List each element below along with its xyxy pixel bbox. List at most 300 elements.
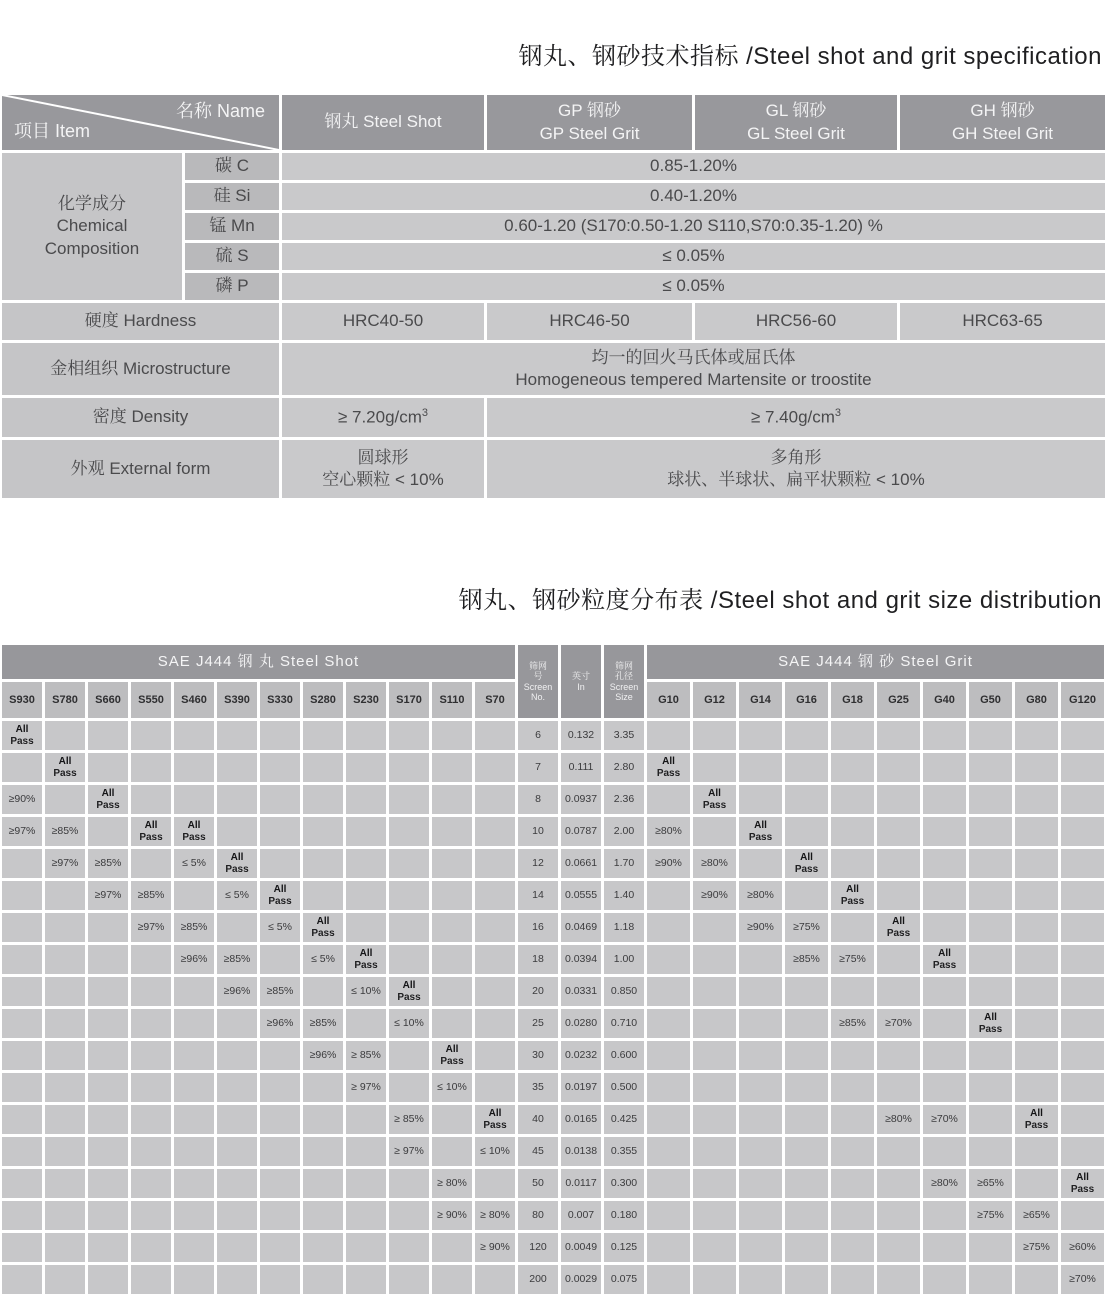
grit-cell-g16-screen6: [785, 721, 828, 750]
shot-cell-s280-screen7: [303, 753, 343, 782]
shot-cell-s660-screen30: [88, 1041, 128, 1070]
shot-cell-s330-screen120: [260, 1233, 300, 1262]
shot-cell-s780-screen12: ≥97%: [45, 849, 85, 878]
shot-cell-s230-screen12: [346, 849, 386, 878]
shot-cell-s780-screen200: [45, 1265, 85, 1294]
grit-cell-g80-screen120: ≥75%: [1015, 1233, 1058, 1262]
screen-size-cell-16: 1.18: [604, 913, 644, 942]
hardness-gl: HRC56-60: [695, 303, 897, 340]
microstructure-en: Homogeneous tempered Martensite or troostite: [515, 370, 872, 389]
shot-cell-s780-screen6: [45, 721, 85, 750]
shot-cell-s280-screen40: [303, 1105, 343, 1134]
grit-cell-g14-screen8: [739, 785, 782, 814]
screen-size-cell-120: 0.125: [604, 1233, 644, 1262]
shot-cell-s930-screen40: [2, 1105, 42, 1134]
shot-cell-s110-screen6: [432, 721, 472, 750]
shot-cell-s660-screen40: [88, 1105, 128, 1134]
grit-cell-g10-screen25: [647, 1009, 690, 1038]
shot-cell-s390-screen200: [217, 1265, 257, 1294]
shot-cell-s660-screen18: [88, 945, 128, 974]
shot-cell-s390-screen12: All Pass: [217, 849, 257, 878]
grit-cell-g16-screen50: [785, 1169, 828, 1198]
shot-cell-s550-screen25: [131, 1009, 171, 1038]
grit-cell-g40-screen16: [923, 913, 966, 942]
shot-cell-s390-screen16: [217, 913, 257, 942]
shot-cell-s170-screen35: [389, 1073, 429, 1102]
screen-size-cell-6: 3.35: [604, 721, 644, 750]
grit-cell-g50-screen30: [969, 1041, 1012, 1070]
grit-cell-g14-screen6: [739, 721, 782, 750]
shot-cell-s230-screen14: [346, 881, 386, 910]
shot-cell-s550-screen6: [131, 721, 171, 750]
grit-cell-g25-screen8: [877, 785, 920, 814]
label-line: 化学成分: [58, 194, 126, 214]
grit-cell-g40-screen30: [923, 1041, 966, 1070]
shot-cell-s230-screen7: [346, 753, 386, 782]
shot-cell-s660-screen8: All Pass: [88, 785, 128, 814]
inch-cell-7: 0.111: [561, 753, 601, 782]
grit-cell-g120-screen7: [1061, 753, 1104, 782]
shot-cell-s330-screen80: [260, 1201, 300, 1230]
element-label-c: 碳 C: [185, 153, 279, 180]
shot-cell-s390-screen25: [217, 1009, 257, 1038]
shot-cell-s280-screen14: [303, 881, 343, 910]
grit-cell-g120-screen16: [1061, 913, 1104, 942]
grit-col-label-g80: G80: [1015, 682, 1058, 718]
grit-cell-g14-screen80: [739, 1201, 782, 1230]
shot-col-label-s230: S230: [346, 682, 386, 718]
grit-cell-g16-screen18: ≥85%: [785, 945, 828, 974]
shot-cell-s70-screen50: [475, 1169, 515, 1198]
shot-cell-s930-screen45: [2, 1137, 42, 1166]
grit-cell-g12-screen10: [693, 817, 736, 846]
shot-cell-s550-screen50: [131, 1169, 171, 1198]
shot-cell-s330-screen8: [260, 785, 300, 814]
shot-cell-s230-screen120: [346, 1233, 386, 1262]
screen-size-cell-14: 1.40: [604, 881, 644, 910]
grit-cell-g12-screen30: [693, 1041, 736, 1070]
grit-cell-g25-screen10: [877, 817, 920, 846]
grit-cell-g40-screen80: [923, 1201, 966, 1230]
grit-cell-g12-screen20: [693, 977, 736, 1006]
shot-cell-s230-screen200: [346, 1265, 386, 1294]
grit-cell-g10-screen7: All Pass: [647, 753, 690, 782]
grit-cell-g120-screen12: [1061, 849, 1104, 878]
shot-cell-s170-screen200: [389, 1265, 429, 1294]
grit-cell-g50-screen200: [969, 1265, 1012, 1294]
grit-cell-g50-screen8: [969, 785, 1012, 814]
screen-no-cell-7: 7: [518, 753, 558, 782]
shot-cell-s460-screen6: [174, 721, 214, 750]
shot-cell-s930-screen7: [2, 753, 42, 782]
shot-cell-s930-screen200: [2, 1265, 42, 1294]
grit-cell-g120-screen14: [1061, 881, 1104, 910]
col-header-gh-grit: [900, 95, 1105, 150]
shot-cell-s280-screen6: [303, 721, 343, 750]
shot-cell-s280-screen80: [303, 1201, 343, 1230]
grit-col-label-g10: G10: [647, 682, 690, 718]
dist-title: 钢丸、钢砂粒度分布表 /Steel shot and grit size distribution: [458, 587, 1102, 614]
screen-size-cell-18: 1.00: [604, 945, 644, 974]
shot-cell-s70-screen20: [475, 977, 515, 1006]
grit-cell-g40-screen45: [923, 1137, 966, 1166]
grit-cell-g80-screen10: [1015, 817, 1058, 846]
shot-cell-s550-screen200: [131, 1265, 171, 1294]
grit-cell-g16-screen120: [785, 1233, 828, 1262]
shot-cell-s390-screen6: [217, 721, 257, 750]
grit-cell-g18-screen25: ≥85%: [831, 1009, 874, 1038]
shot-cell-s110-screen8: [432, 785, 472, 814]
col-header-line: GH Steel Grit: [951, 123, 1054, 143]
shot-cell-s780-screen18: [45, 945, 85, 974]
shot-cell-s930-screen25: [2, 1009, 42, 1038]
screen-size-cell-12: 1.70: [604, 849, 644, 878]
grit-cell-g10-screen200: [647, 1265, 690, 1294]
col-header-steel-shot: [282, 95, 484, 150]
shot-cell-s550-screen80: [131, 1201, 171, 1230]
shot-cell-s460-screen18: ≥96%: [174, 945, 214, 974]
shot-cell-s390-screen40: [217, 1105, 257, 1134]
external-grit-line: 球状、半球状、扁平状颗粒 < 10%: [667, 470, 925, 489]
grit-cell-g120-screen120: ≥60%: [1061, 1233, 1104, 1262]
shot-cell-s930-screen6: All Pass: [2, 721, 42, 750]
shot-cell-s170-screen50: [389, 1169, 429, 1198]
shot-cell-s780-screen50: [45, 1169, 85, 1198]
shot-cell-s780-screen80: [45, 1201, 85, 1230]
shot-cell-s780-screen14: [45, 881, 85, 910]
col-header-line: GP 钢砂: [558, 101, 621, 121]
shot-col-label-s550: S550: [131, 682, 171, 718]
grit-cell-g14-screen10: All Pass: [739, 817, 782, 846]
grit-cell-g14-screen18: [739, 945, 782, 974]
grit-cell-g18-screen6: [831, 721, 874, 750]
shot-cell-s70-screen200: [475, 1265, 515, 1294]
grit-cell-g18-screen10: [831, 817, 874, 846]
density-shot: [282, 398, 484, 437]
shot-cell-s930-screen35: [2, 1073, 42, 1102]
shot-cell-s330-screen10: [260, 817, 300, 846]
shot-cell-s110-screen40: [432, 1105, 472, 1134]
grit-cell-g50-screen40: [969, 1105, 1012, 1134]
inch-cell-35: 0.0197: [561, 1073, 601, 1102]
inch-cell-200: 0.0029: [561, 1265, 601, 1294]
shot-cell-s170-screen25: ≤ 10%: [389, 1009, 429, 1038]
grit-cell-g14-screen7: [739, 753, 782, 782]
grit-cell-g40-screen200: [923, 1265, 966, 1294]
grit-col-label-g12: G12: [693, 682, 736, 718]
inch-cell-80: 0.007: [561, 1201, 601, 1230]
grit-cell-g50-screen10: [969, 817, 1012, 846]
shot-cell-s110-screen18: [432, 945, 472, 974]
grit-cell-g18-screen8: [831, 785, 874, 814]
shot-cell-s390-screen45: [217, 1137, 257, 1166]
grit-cell-g14-screen25: [739, 1009, 782, 1038]
shot-cell-s70-screen12: [475, 849, 515, 878]
grit-col-label-g18: G18: [831, 682, 874, 718]
density-grit-sup: 3: [834, 407, 842, 420]
grit-cell-g40-screen7: [923, 753, 966, 782]
shot-cell-s550-screen35: [131, 1073, 171, 1102]
shot-cell-s110-screen16: [432, 913, 472, 942]
shot-cell-s460-screen20: [174, 977, 214, 1006]
inch-header: 英寸 In: [561, 645, 601, 718]
grit-cell-g16-screen40: [785, 1105, 828, 1134]
shot-cell-s390-screen120: [217, 1233, 257, 1262]
shot-col-label-s280: S280: [303, 682, 343, 718]
grit-cell-g120-screen25: [1061, 1009, 1104, 1038]
screen-no-cell-40: 40: [518, 1105, 558, 1134]
shot-cell-s70-screen8: [475, 785, 515, 814]
screen-no-cell-14: 14: [518, 881, 558, 910]
shot-cell-s330-screen6: [260, 721, 300, 750]
shot-cell-s110-screen7: [432, 753, 472, 782]
grit-cell-g16-screen8: [785, 785, 828, 814]
shot-cell-s110-screen14: [432, 881, 472, 910]
shot-cell-s280-screen18: ≤ 5%: [303, 945, 343, 974]
grit-cell-g80-screen45: [1015, 1137, 1058, 1166]
shot-cell-s70-screen80: ≥ 80%: [475, 1201, 515, 1230]
grit-cell-g25-screen18: [877, 945, 920, 974]
shot-cell-s460-screen30: [174, 1041, 214, 1070]
screen-no-cell-120: 120: [518, 1233, 558, 1262]
shot-cell-s330-screen16: ≤ 5%: [260, 913, 300, 942]
col-header-line: 钢丸 Steel Shot: [324, 112, 442, 132]
microstructure-value: [282, 343, 1105, 395]
screen-no-cell-200: 200: [518, 1265, 558, 1294]
shot-cell-s390-screen7: [217, 753, 257, 782]
shot-cell-s930-screen14: [2, 881, 42, 910]
shot-cell-s390-screen18: ≥85%: [217, 945, 257, 974]
grit-cell-g40-screen10: [923, 817, 966, 846]
hardness-shot: HRC40-50: [282, 303, 484, 340]
shot-cell-s230-screen35: ≥ 97%: [346, 1073, 386, 1102]
grit-cell-g18-screen16: [831, 913, 874, 942]
grit-cell-g12-screen25: [693, 1009, 736, 1038]
shot-cell-s110-screen20: [432, 977, 472, 1006]
grit-cell-g80-screen8: [1015, 785, 1058, 814]
shot-cell-s230-screen16: [346, 913, 386, 942]
shot-cell-s330-screen200: [260, 1265, 300, 1294]
grit-cell-g16-screen200: [785, 1265, 828, 1294]
shot-cell-s550-screen40: [131, 1105, 171, 1134]
grit-col-label-g14: G14: [739, 682, 782, 718]
shot-cell-s330-screen40: [260, 1105, 300, 1134]
grit-cell-g50-screen120: [969, 1233, 1012, 1262]
shot-cell-s550-screen16: ≥97%: [131, 913, 171, 942]
shot-cell-s930-screen50: [2, 1169, 42, 1198]
grit-cell-g10-screen50: [647, 1169, 690, 1198]
shot-cell-s70-screen6: [475, 721, 515, 750]
grit-cell-g50-screen45: [969, 1137, 1012, 1166]
external-form-grit: [487, 440, 1105, 498]
corner-header-cell: [2, 95, 279, 150]
shot-cell-s550-screen45: [131, 1137, 171, 1166]
grit-cell-g16-screen12: All Pass: [785, 849, 828, 878]
grit-cell-g18-screen40: [831, 1105, 874, 1134]
grit-cell-g120-screen6: [1061, 721, 1104, 750]
shot-cell-s170-screen7: [389, 753, 429, 782]
col-header-line: GL 钢砂: [765, 101, 827, 121]
hardness-label: 硬度 Hardness: [2, 303, 279, 340]
external-form-label: 外观 External form: [2, 440, 279, 498]
inch-cell-40: 0.0165: [561, 1105, 601, 1134]
grit-cell-g16-screen30: [785, 1041, 828, 1070]
shot-cell-s660-screen7: [88, 753, 128, 782]
shot-cell-s70-screen25: [475, 1009, 515, 1038]
grit-cell-g10-screen80: [647, 1201, 690, 1230]
grit-cell-g10-screen20: [647, 977, 690, 1006]
screen-size-cell-50: 0.300: [604, 1169, 644, 1198]
shot-col-label-s460: S460: [174, 682, 214, 718]
shot-cell-s280-screen50: [303, 1169, 343, 1198]
shot-cell-s930-screen16: [2, 913, 42, 942]
screen-size-cell-35: 0.500: [604, 1073, 644, 1102]
grit-cell-g25-screen7: [877, 753, 920, 782]
shot-cell-s460-screen80: [174, 1201, 214, 1230]
shot-cell-s230-screen18: All Pass: [346, 945, 386, 974]
grit-cell-g18-screen45: [831, 1137, 874, 1166]
grit-cell-g50-screen14: [969, 881, 1012, 910]
grit-col-label-g16: G16: [785, 682, 828, 718]
grit-cell-g16-screen14: [785, 881, 828, 910]
inch-cell-12: 0.0661: [561, 849, 601, 878]
grit-col-label-g25: G25: [877, 682, 920, 718]
grit-cell-g40-screen6: [923, 721, 966, 750]
shot-cell-s70-screen40: All Pass: [475, 1105, 515, 1134]
grit-cell-g40-screen35: [923, 1073, 966, 1102]
screen-size-header: 筛网 孔径 Screen Size: [604, 645, 644, 718]
shot-cell-s660-screen45: [88, 1137, 128, 1166]
inch-cell-45: 0.0138: [561, 1137, 601, 1166]
dist-table: [2, 645, 1105, 1294]
grit-cell-g16-screen35: [785, 1073, 828, 1102]
grit-cell-g14-screen35: [739, 1073, 782, 1102]
screen-no-cell-25: 25: [518, 1009, 558, 1038]
shot-cell-s170-screen12: [389, 849, 429, 878]
inch-cell-16: 0.0469: [561, 913, 601, 942]
shot-cell-s460-screen35: [174, 1073, 214, 1102]
grit-cell-g16-screen20: [785, 977, 828, 1006]
grit-cell-g10-screen8: [647, 785, 690, 814]
grit-cell-g12-screen45: [693, 1137, 736, 1166]
grit-cell-g40-screen40: ≥70%: [923, 1105, 966, 1134]
grit-cell-g16-screen45: [785, 1137, 828, 1166]
density-label: 密度 Density: [2, 398, 279, 437]
shot-col-label-s660: S660: [88, 682, 128, 718]
col-header-gp-grit: [487, 95, 692, 150]
density-shot-text: ≥ 7.20g/cm: [337, 407, 422, 427]
shot-col-label-s330: S330: [260, 682, 300, 718]
shot-cell-s110-screen200: [432, 1265, 472, 1294]
grit-cell-g80-screen80: ≥65%: [1015, 1201, 1058, 1230]
col-header-line: GP Steel Grit: [539, 123, 640, 143]
shot-cell-s550-screen14: ≥85%: [131, 881, 171, 910]
label-line: Chemical: [56, 216, 128, 236]
grit-cell-g12-screen40: [693, 1105, 736, 1134]
element-label-p: 磷 P: [185, 273, 279, 300]
screen-size-cell-10: 2.00: [604, 817, 644, 846]
grit-cell-g120-screen20: [1061, 977, 1104, 1006]
inch-cell-120: 0.0049: [561, 1233, 601, 1262]
grit-cell-g80-screen6: [1015, 721, 1058, 750]
shot-cell-s70-screen7: [475, 753, 515, 782]
shot-cell-s780-screen7: All Pass: [45, 753, 85, 782]
element-value-si: 0.40-1.20%: [282, 183, 1105, 210]
grit-cell-g80-screen18: [1015, 945, 1058, 974]
grit-cell-g14-screen120: [739, 1233, 782, 1262]
screen-no-cell-35: 35: [518, 1073, 558, 1102]
shot-cell-s280-screen10: [303, 817, 343, 846]
screen-size-cell-20: 0.850: [604, 977, 644, 1006]
grit-cell-g120-screen200: ≥70%: [1061, 1265, 1104, 1294]
shot-cell-s460-screen25: [174, 1009, 214, 1038]
shot-cell-s660-screen20: [88, 977, 128, 1006]
shot-cell-s460-screen14: [174, 881, 214, 910]
grit-cell-g25-screen40: ≥80%: [877, 1105, 920, 1134]
shot-cell-s330-screen18: [260, 945, 300, 974]
grit-cell-g120-screen35: [1061, 1073, 1104, 1102]
grit-cell-g12-screen8: All Pass: [693, 785, 736, 814]
shot-cell-s460-screen12: ≤ 5%: [174, 849, 214, 878]
grit-cell-g50-screen80: ≥75%: [969, 1201, 1012, 1230]
grit-col-label-g40: G40: [923, 682, 966, 718]
screen-no-cell-20: 20: [518, 977, 558, 1006]
shot-cell-s70-screen35: [475, 1073, 515, 1102]
screen-size-cell-200: 0.075: [604, 1265, 644, 1294]
shot-cell-s230-screen45: [346, 1137, 386, 1166]
shot-cell-s660-screen6: [88, 721, 128, 750]
shot-cell-s280-screen16: All Pass: [303, 913, 343, 942]
inch-cell-30: 0.0232: [561, 1041, 601, 1070]
shot-col-label-s110: S110: [432, 682, 472, 718]
grit-cell-g14-screen50: [739, 1169, 782, 1198]
external-grit-line: 多角形: [770, 447, 822, 467]
grit-cell-g14-screen14: ≥80%: [739, 881, 782, 910]
grit-cell-g18-screen18: ≥75%: [831, 945, 874, 974]
grit-cell-g120-screen40: [1061, 1105, 1104, 1134]
grit-cell-g12-screen18: [693, 945, 736, 974]
shot-cell-s930-screen8: ≥90%: [2, 785, 42, 814]
element-label-s: 硫 S: [185, 243, 279, 270]
shot-cell-s390-screen20: ≥96%: [217, 977, 257, 1006]
shot-cell-s390-screen35: [217, 1073, 257, 1102]
grit-cell-g80-screen14: [1015, 881, 1058, 910]
grit-cell-g40-screen25: [923, 1009, 966, 1038]
grit-cell-g40-screen20: [923, 977, 966, 1006]
shot-cell-s170-screen10: [389, 817, 429, 846]
density-shot-value: [338, 406, 428, 429]
grit-cell-g14-screen16: ≥90%: [739, 913, 782, 942]
shot-cell-s230-screen25: [346, 1009, 386, 1038]
shot-cell-s660-screen35: [88, 1073, 128, 1102]
grit-cell-g120-screen18: [1061, 945, 1104, 974]
grit-cell-g12-screen12: ≥80%: [693, 849, 736, 878]
shot-cell-s780-screen40: [45, 1105, 85, 1134]
density-grit-text: ≥ 7.40g/cm: [750, 407, 835, 427]
grit-cell-g40-screen14: [923, 881, 966, 910]
shot-cell-s660-screen200: [88, 1265, 128, 1294]
screen-no-cell-8: 8: [518, 785, 558, 814]
microstructure-label: 金相组织 Microstructure: [2, 343, 279, 395]
screen-no-cell-80: 80: [518, 1201, 558, 1230]
element-value-p: ≤ 0.05%: [282, 273, 1105, 300]
grit-cell-g25-screen120: [877, 1233, 920, 1262]
grit-cell-g50-screen35: [969, 1073, 1012, 1102]
microstructure-cn: 均一的回火马氏体或屈氏体: [591, 347, 796, 367]
grit-cell-g80-screen35: [1015, 1073, 1058, 1102]
inch-cell-50: 0.0117: [561, 1169, 601, 1198]
shot-cell-s70-screen45: ≤ 10%: [475, 1137, 515, 1166]
